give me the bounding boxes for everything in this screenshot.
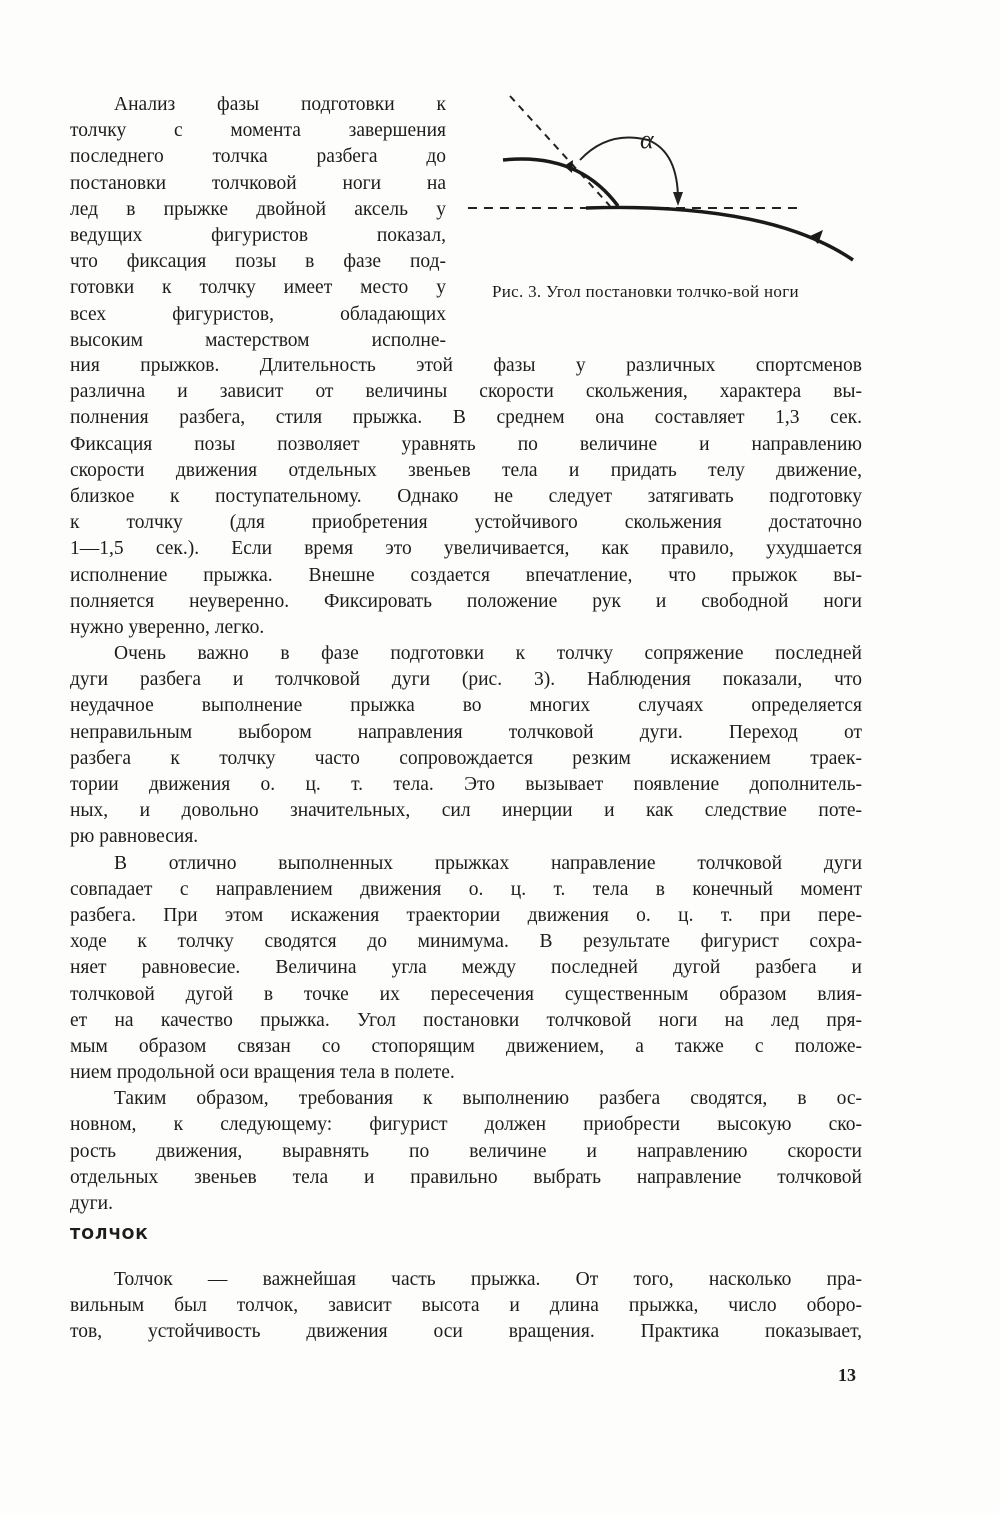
page-number: 13 bbox=[838, 1365, 856, 1385]
text-line: новном, к следующему: фигурист должен приобрести высокую ско- bbox=[70, 1114, 862, 1136]
text-line: мым образом связан со стопорящим движением, а также с положе- bbox=[70, 1035, 862, 1057]
text-line: всех фигуристов, обладающих bbox=[70, 303, 446, 325]
text-line: нужно уверенно, легко. bbox=[70, 616, 265, 638]
approach-arc bbox=[503, 159, 618, 206]
figure-caption: Рис. 3. Угол постановки толчко-вой ноги bbox=[492, 282, 799, 301]
text-line: рю равновесия. bbox=[70, 826, 199, 848]
takeoff-angle-diagram bbox=[468, 90, 868, 275]
text-line: постановки толчковой ноги на bbox=[70, 172, 446, 194]
angle-arrow-icon bbox=[673, 192, 683, 206]
text-line: скорости движения отдельных звеньев тела и придать телу движение, bbox=[70, 459, 862, 481]
text-line: совпадает с направлением движения о. ц. т. тела в конечный момент bbox=[70, 878, 862, 900]
text-line: разбега к толчку часто сопровождается резким искажением траек- bbox=[70, 747, 862, 769]
text-line: рость движения, выравнять по величине и направлению скорости bbox=[70, 1140, 862, 1162]
section-text bbox=[70, 1267, 862, 1346]
text-line: дуги разбега и толчковой дуги (рис. 3). Наблюдения показали, что bbox=[70, 669, 862, 691]
text-line: дуги. bbox=[70, 1193, 113, 1214]
section-heading: ТОЛЧОК bbox=[70, 1225, 149, 1243]
text-line: отдельных звеньев тела и правильно выбрать направление толчковой bbox=[70, 1166, 862, 1188]
text-line: исполнение прыжка. Внешне создается впечатление, что прыжок вы- bbox=[70, 564, 862, 586]
text-line: Очень важно в фазе подготовки к толчку сопряжение последней bbox=[114, 643, 862, 665]
text-line: ных, и довольно значительных, сил инерции и как следствие поте- bbox=[70, 800, 862, 822]
approach-arrow-icon bbox=[564, 160, 573, 173]
text-line: тории движения о. ц. т. тела. Это вызывает появление дополнитель- bbox=[70, 774, 862, 795]
text-line: вильным был толчок, зависит высота и длина прыжка, число оборо- bbox=[70, 1295, 862, 1317]
text-line: к толчку (для приобретения устойчивого скольжения достаточно bbox=[70, 512, 862, 534]
text-line: полнения разбега, стиля прыжка. В среднем она составляет 1,3 сек. bbox=[70, 407, 862, 429]
figure-3 bbox=[468, 90, 868, 303]
text-line: ходе к толчку сводятся до минимума. В результате фигурист сохра- bbox=[70, 931, 862, 953]
text-line: толчковой дугой в точке их пересечения существенным образом влия- bbox=[70, 983, 862, 1005]
text-line: полняется неуверенно. Фиксировать положение рук и свободной ноги bbox=[70, 590, 862, 612]
body-text bbox=[70, 353, 862, 1217]
text-line: В отлично выполненных прыжках направление толчковой дуги bbox=[114, 852, 862, 874]
text-line: неудачное выполнение прыжка во многих случаях определяется bbox=[70, 695, 862, 717]
text-line: Таким образом, требования к выполнению разбега сводятся, в ос- bbox=[114, 1088, 862, 1110]
text-line: толчку с момента завершения bbox=[70, 120, 446, 142]
text-line: 1—1,5 сек.). Если время это увеличивается, как правило, ухудшается bbox=[70, 538, 862, 560]
text-line: ведущих фигуристов показал, bbox=[70, 224, 446, 246]
text-line: разбега. При этом искажения траектории движения о. ц. т. при пере- bbox=[70, 904, 862, 926]
alpha-label: α bbox=[640, 125, 654, 154]
text-line: различна и зависит от величины скорости скольжения, характера вы- bbox=[70, 381, 862, 403]
text-line: Анализ фазы подготовки к bbox=[114, 94, 446, 115]
text-line: нием продольной оси вращения тела в полете. bbox=[70, 1062, 455, 1084]
intro-paragraph bbox=[70, 92, 446, 354]
text-line: Фиксация позы позволяет уравнять по величине и направлению bbox=[70, 433, 862, 455]
text-line: неправильным выбором направления толчковой дуги. Переход от bbox=[70, 721, 862, 743]
text-line: ет на качество прыжка. Угол постановки толчковой ноги на лед пря- bbox=[70, 1009, 862, 1031]
text-line: няет равновесие. Величина угла между последней дугой разбега и bbox=[70, 957, 862, 979]
text-line: тов, устойчивость движения оси вращения. Практика показывает, bbox=[70, 1321, 862, 1343]
angle-arc bbox=[580, 138, 678, 201]
takeoff-arc bbox=[586, 207, 853, 260]
text-line: что фиксация позы в фазе под- bbox=[70, 251, 446, 273]
text-line: ния прыжков. Длительность этой фазы у различных спортсменов bbox=[70, 355, 862, 376]
text-line: близкое к поступательному. Однако не следует затягивать подготовку bbox=[70, 485, 862, 507]
text-line: высоким мастерством исполне- bbox=[70, 329, 446, 351]
text-line: Толчок — важнейшая часть прыжка. От того, насколько пра- bbox=[114, 1269, 862, 1290]
text-line: последнего толчка разбега до bbox=[70, 146, 446, 168]
text-line: готовки к толчку имеет место у bbox=[70, 277, 446, 299]
dashed-direction-line bbox=[510, 96, 610, 206]
text-line: лед в прыжке двойной аксель у bbox=[70, 198, 446, 220]
